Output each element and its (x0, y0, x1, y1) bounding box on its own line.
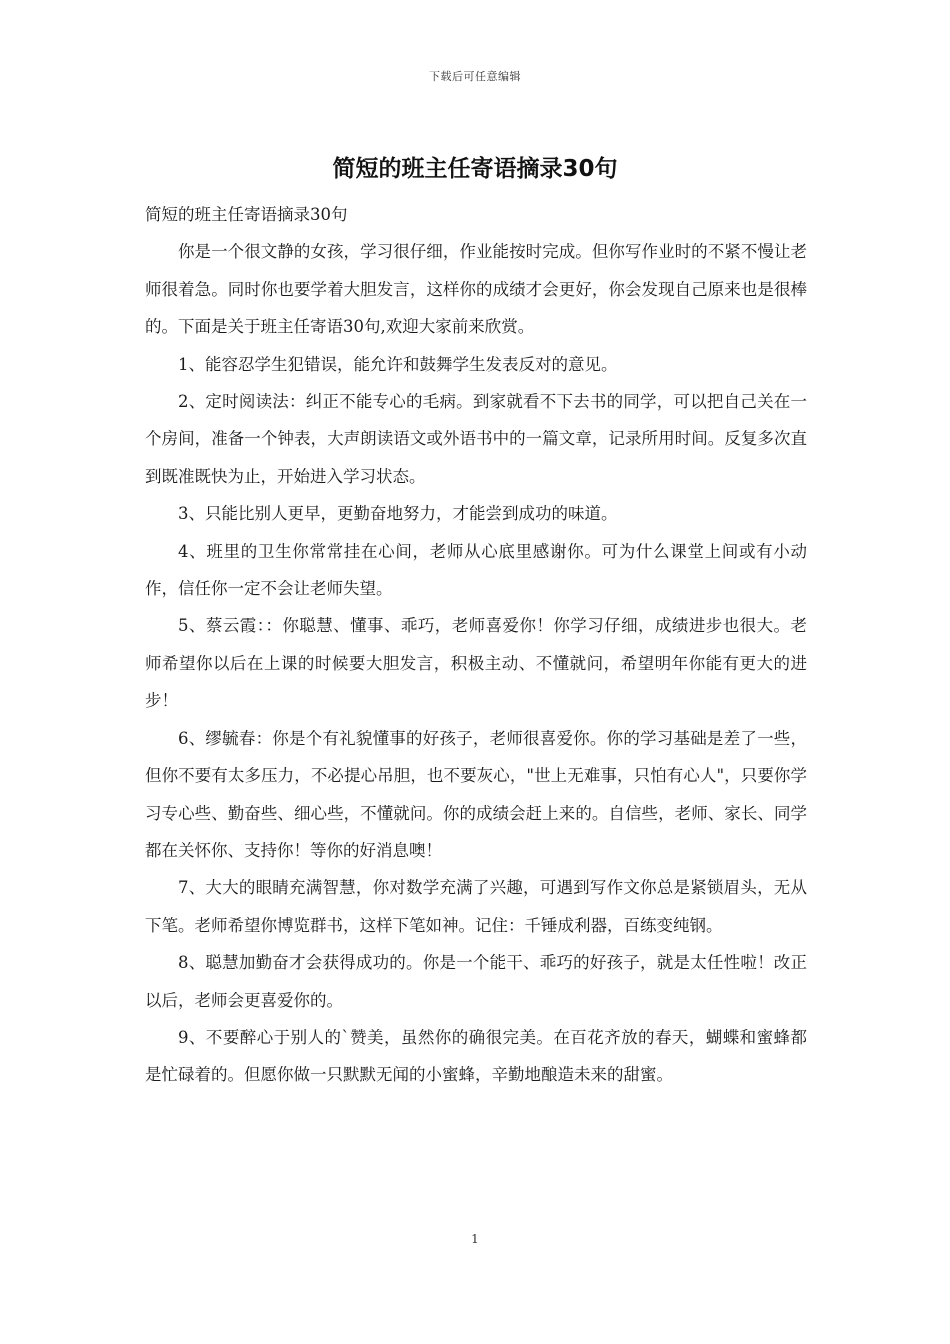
paragraph-item-7: 7、大大的眼睛充满智慧，你对数学充满了兴趣，可遇到写作文你总是紧锁眉头，无从下笔。老师希望你博览群书，这样下笔如神。记住：千锤成利器，百练变纯钢。 (145, 878, 807, 935)
document-title: 简短的班主任寄语摘录30句 (332, 156, 618, 182)
paragraph-item-3: 3、只能比别人更早，更勤奋地努力，才能尝到成功的味道。 (178, 504, 618, 524)
paragraph-item-6: 6、缪毓春：你是个有礼貌懂事的好孩子，老师很喜爱你。你的学习基础是差了一些，但你不要有太多压力，不必提心吊胆，也不要灰心，"世上无难事，只怕有心人"，只要你学习专心些、勤奋些、细心些，不懂就问。你的成绩会赶上来的。自信些，老师、家长、同学都在关怀你、支持你！等你的好消息噢！ (145, 728, 807, 860)
document-body (145, 196, 807, 1094)
paragraph-item-8: 8、聪慧加勤奋才会获得成功的。你是一个能干、乖巧的好孩子，就是太任性啦！改正以后，老师会更喜爱你的。 (145, 953, 807, 1010)
paragraph-item-5: 5、蔡云霞：：你聪慧、懂事、乖巧，老师喜爱你！你学习仔细，成绩进步也很大。老师希望你以后在上课的时候要大胆发言，积极主动、不懂就问，希望明年你能有更大的进步！ (145, 616, 807, 711)
paragraph-item-2: 2、定时阅读法：纠正不能专心的毛病。到家就看不下去书的同学，可以把自己关在一个房间，准备一个钟表，大声朗读语文或外语书中的一篇文章，记录所用时间。反复多次直到既准既快为止，开始进入学习状态。 (145, 392, 807, 486)
page-number: 1 (471, 1232, 479, 1246)
paragraph-item-4: 4、班里的卫生你常常挂在心间，老师从心底里感谢你。可为什么课堂上间或有小动作，信任你一定不会让老师失望。 (145, 541, 807, 599)
paragraph-item-9: 9、不要醉心于别人的`赞美，虽然你的确很完美。在百花齐放的春天，蝴蝶和蜜蜂都是忙碌着的。但愿你做一只默默无闻的小蜜蜂，辛勤地酿造未来的甜蜜。 (145, 1027, 807, 1085)
paragraph-item-1: 1、能容忍学生犯错误，能允许和鼓舞学生发表反对的意见。 (178, 354, 618, 374)
header-note: 下载后可任意编辑 (429, 70, 521, 83)
subtitle-line: 简短的班主任寄语摘录30句 (145, 205, 348, 224)
paragraph-intro: 你是一个很文静的女孩，学习很仔细，作业能按时完成。但你写作业时的不紧不慢让老师很着急。同时你也要学着大胆发言，这样你的成绩才会更好，你会发现自己原来也是很棒的。下面是关于班主任寄语30句,欢迎大家前来欣赏。 (145, 242, 807, 337)
